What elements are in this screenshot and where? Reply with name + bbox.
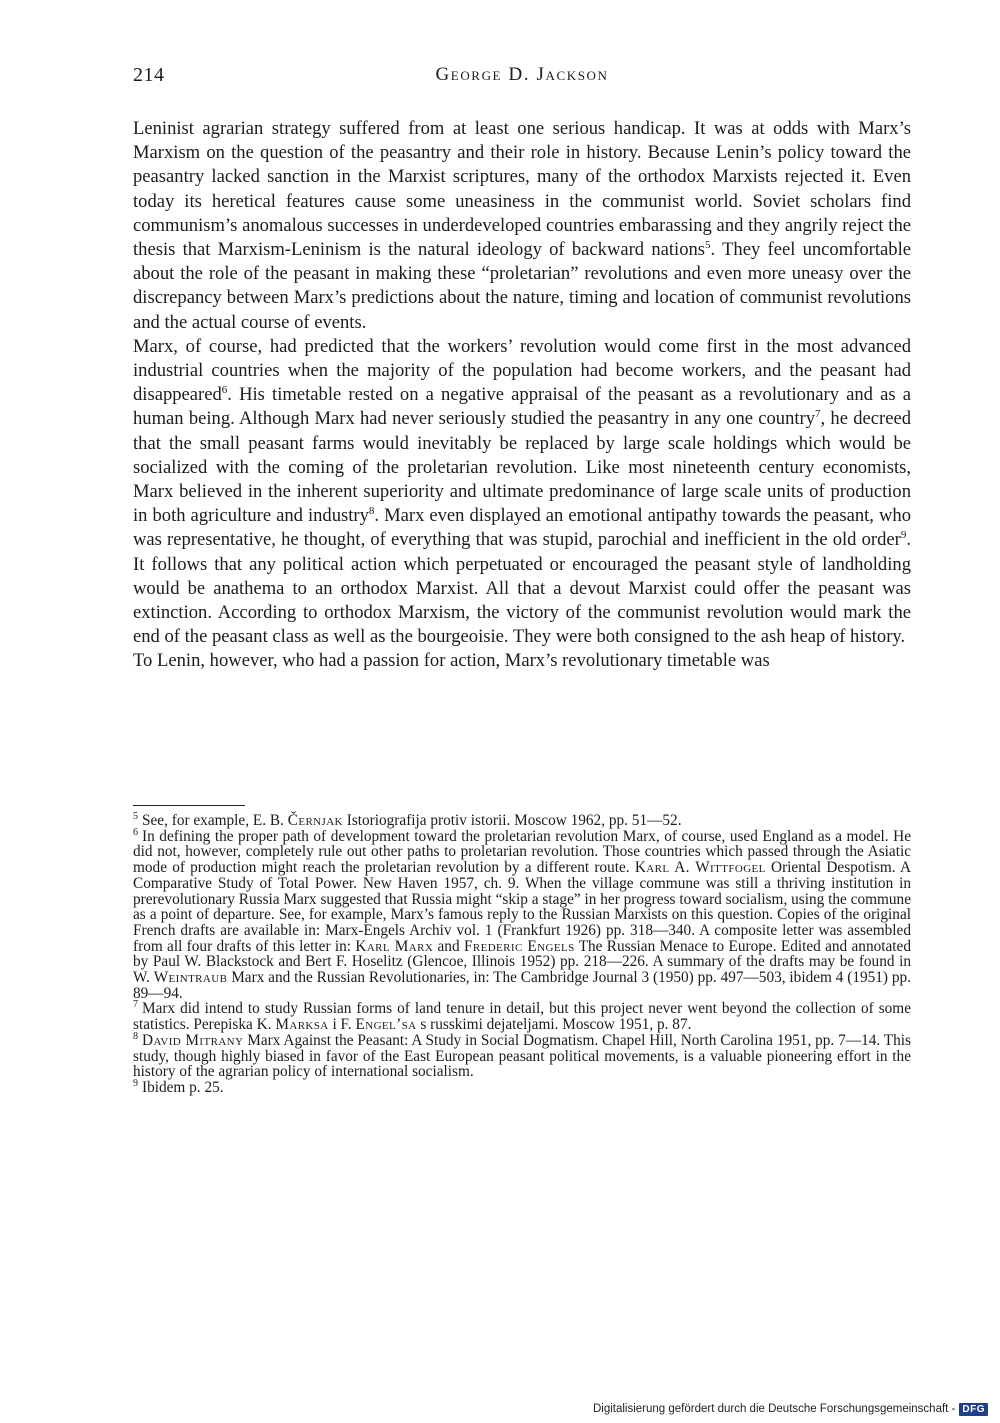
footnote-7-author-1: Marksa	[275, 1016, 329, 1034]
dfg-logo-icon: DFG	[959, 1403, 988, 1416]
paragraph-2-text-c: , he decreed that the small peasant farms would inevitably be replaced by large scale holdings which would be socialized with the coming of the proletarian revolution. Like most nineteenth century economists, Marx believed in the inherent superiority and ultimate predominance of large scale units of production in both agriculture and industry	[133, 408, 911, 527]
footnote-6	[133, 826, 912, 1002]
paragraph-1-text: Leninist agrarian strategy suffered from at least one serious handicap. It was at odds with Marx’s Marxism on the question of the peasantry and their role in history. Because Lenin’s policy toward the peasantry lacked sanction in the Marxist scriptures, many of the orthodox Marxists rejected it. Even today its heretical features cause some uneasiness in the communist world. Soviet scholars find communism’s anomalous successes in underdeveloped countries embarassing and they angrily reject the thesis that Marxism-Leninism is the natural ideology of backward nations	[133, 118, 911, 261]
footnote-7	[133, 1001, 911, 1032]
paragraph-3: To Lenin, however, who had a passion for action, Marx’s revolutionary timetable was	[133, 650, 770, 672]
footnote-8-author: David Mitrany	[142, 1031, 244, 1049]
footnote-5-number: 5	[133, 810, 138, 822]
footnote-7-text-a: Marx did intend to study Russian forms of land tenure in detail, but this project never went beyond the collection of some statistics. Perepiska K.	[133, 1000, 911, 1034]
paragraph-2-text-d: . Marx even displayed an emotional antipathy towards the peasant, who was representative, he thought, of everything that was stupid, parochial and inefficient in the old order	[133, 505, 911, 551]
footnote-9-text: Ibidem p. 25.	[142, 1078, 224, 1096]
footnote-ref-7: 7	[815, 408, 821, 421]
paragraph-2-text-a: Marx, of course, had predicted that the workers’ revolution would come first in the most advanced industrial countries when the majority of the population had become workers, and the peasant had disappeared	[133, 335, 911, 406]
footnote-divider	[133, 805, 245, 806]
funding-banner-text: Digitalisierung gefördert durch die Deutsche Forschungsgemeinschaft -	[592, 1403, 956, 1415]
footnote-ref-5: 5	[705, 238, 711, 251]
footnote-6-text-b: Oriental Despotism. A Comparative Study of Total Power. New Haven 1957, ch. 9. When the village commune was still a thriving institution in prerevolutionary Russia Marx suggested that Russia might “skip a stage” in her progress toward socialism, using the commune as a point of departure. See, for example, Marx’s famous reply to the Russian Marxists on this question. Copies of the original French drafts are available in: Marx-Engels Archiv vol. 1 (Frankfurt 1926) pp. 318—340. A composite letter was assembled from all four drafts of this letter in:	[133, 859, 912, 955]
paragraph-1-text-end: . They feel uncomfortable about the role of the peasant in making these “proletarian” revolutions and even more uneasy over the discrepancy between Marx’s predictions about the nature, timing and location of communist revolutions and the actual course of events.	[133, 239, 912, 333]
footnote-5-text-b: Istoriografija protiv istorii. Moscow 1962, pp. 51—52.	[346, 812, 682, 829]
footnote-6-author-3: Frederic Engels	[463, 937, 575, 955]
footnote-7-number: 7	[133, 999, 138, 1011]
footnote-5-text-a: See, for example, E. B.	[142, 812, 284, 829]
footnote-ref-9: 9	[900, 529, 907, 542]
body-text	[133, 117, 911, 674]
paragraph-1	[133, 117, 911, 335]
footnote-ref-8: 8	[368, 505, 375, 518]
footnotes	[133, 810, 912, 1096]
paragraph-2-text-b: . His timetable rested on a negative appraisal of the peasant as a revolutionary and as a human being. Although Marx had never seriously studied the peasantry in any one country	[133, 384, 911, 430]
footnote-6-text-d: The Russian Menace to Europe. Edited and annotated by Paul W. Blackstock and Bert F. Hoselitz (Glencoe, Illinois 1952) pp. 218—226. A summary of the drafts may be found in W.	[133, 937, 911, 987]
running-head: George D. Jackson	[435, 64, 609, 85]
footnote-6-text-c: and	[437, 937, 460, 955]
footnote-7-text-c: s russkimi dejateljami. Moscow 1951, p. 87.	[420, 1016, 692, 1034]
footnote-6-author-1: Karl A. Wittfogel	[634, 859, 766, 877]
footnote-5-author: Černjak	[287, 812, 343, 829]
footnote-6-author-4: Weintraub	[153, 969, 228, 987]
page-number: 214	[133, 64, 165, 86]
footnote-9-number: 9	[133, 1077, 138, 1089]
paragraph-2	[133, 335, 911, 650]
page-header	[133, 64, 911, 94]
footnote-6-number: 6	[133, 826, 138, 838]
funding-banner	[593, 1401, 988, 1417]
footnote-8-text: Marx Against the Peasant: A Study in Social Dogmatism. Chapel Hill, North Carolina 1951, pp. 7—14. This study, though highly biased in favor of the East European peasant political movements, is a valuable pioneering effort in the history of the agrarian policy of international socialism.	[133, 1031, 911, 1081]
footnote-9	[133, 1077, 911, 1096]
footnote-7-author-2: Engel’sa	[355, 1016, 417, 1034]
footnote-6-text-a: In defining the proper path of development toward the proletarian revolution Marx, of course, used England as a model. He did not, however, completely rule out other paths to proletarian revolution. Those countries which passed through the Asiatic mode of production might reach the proletarian revolution by a different route.	[133, 827, 911, 877]
footnote-6-author-2: Karl Marx	[355, 937, 434, 955]
footnote-5	[133, 810, 911, 829]
footnote-ref-6: 6	[221, 384, 228, 397]
paragraph-2-text-e: . It follows that any political action which perpetuated or encouraged the peasant style of landholding would be anathema to an orthodox Marxist. All that a devout Marxist could offer the peasant was extinction. According to orthodox Marxism, the victory of the communist revolution would mark the end of the peasant class as well as the bourgeoisie. They were both consigned to the ash heap of history.	[133, 529, 911, 648]
footnote-8	[133, 1030, 911, 1081]
footnote-6-text-e: Marx and the Russian Revolutionaries, in: The Cambridge Journal 3 (1950) pp. 497—503, ibidem 4 (1951) pp. 89—94.	[133, 969, 911, 1002]
footnote-8-number: 8	[133, 1030, 138, 1042]
footnote-7-text-b: i F.	[332, 1016, 352, 1034]
